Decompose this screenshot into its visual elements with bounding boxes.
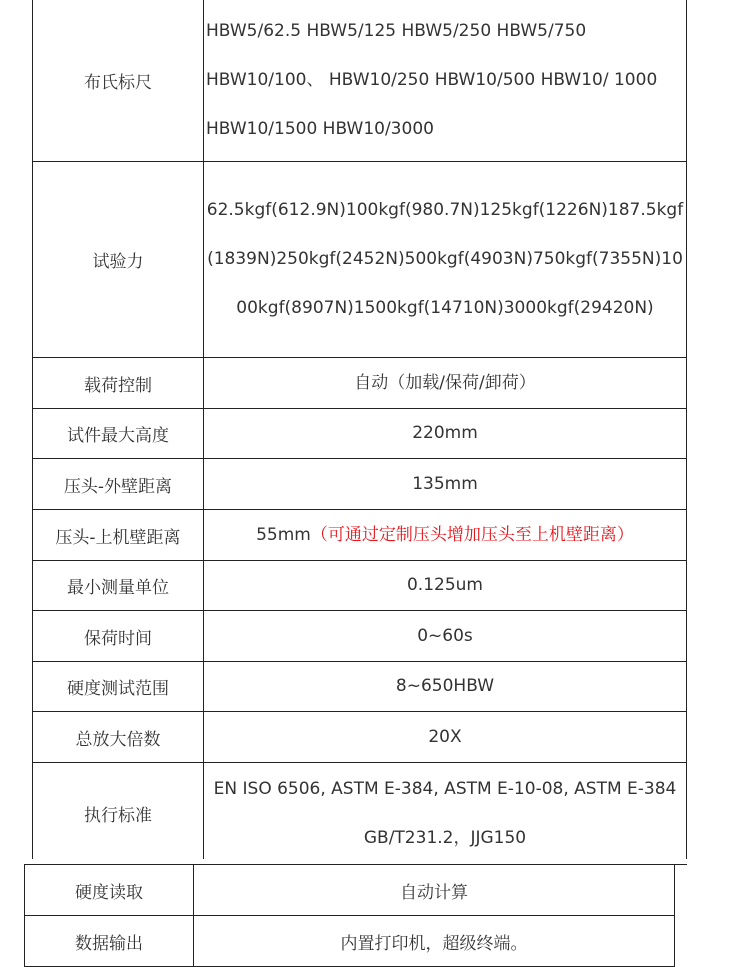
- row-label: 压头-外壁距离: [33, 459, 204, 510]
- row-value-cell: [204, 510, 687, 561]
- row-value: 自动（加载/保荷/卸荷）: [204, 358, 687, 409]
- row-label: 总放大倍数: [33, 712, 204, 763]
- table-row: [33, 510, 687, 561]
- row-label: 布氏标尺: [33, 0, 204, 162]
- row-value: 135mm: [204, 459, 687, 510]
- spec-table-2: [24, 864, 675, 967]
- row-value: 8~650HBW: [204, 662, 687, 712]
- spec-table: [32, 0, 687, 865]
- row-label: 载荷控制: [33, 358, 204, 409]
- row-label: 硬度测试范围: [33, 662, 204, 712]
- row-label: 执行标准: [33, 763, 204, 865]
- row-value: 0.125um: [204, 561, 687, 611]
- row-value: HBW5/62.5 HBW5/125 HBW5/250 HBW5/750 HBW10/100、 HBW10/250 HBW10/500 HBW10/ 1000 HBW10/1500 HBW10/3000: [204, 0, 687, 162]
- row-value: 220mm: [204, 409, 687, 459]
- row-value: 内置打印机，超级终端。: [194, 916, 675, 967]
- row-label: 试件最大高度: [33, 409, 204, 459]
- table-row: [33, 763, 687, 865]
- row-label: 数据输出: [25, 916, 194, 967]
- table-row: [33, 162, 687, 358]
- table-row: [33, 561, 687, 611]
- row-label: 硬度读取: [25, 865, 194, 916]
- table-row: [33, 0, 687, 162]
- row-value: 0~60s: [204, 611, 687, 662]
- table-row: [33, 662, 687, 712]
- row-label: 压头-上机壁距离: [33, 510, 204, 561]
- row-value: 自动计算: [194, 865, 675, 916]
- table-row: [33, 409, 687, 459]
- row-value: EN ISO 6506, ASTM E-384, ASTM E-10-08, ASTM E-384 GB/T231.2，JJG150: [204, 763, 687, 865]
- row-value: 62.5kgf(612.9N)100kgf(980.7N)125kgf(1226N)187.5kgf(1839N)250kgf(2452N)500kgf(4903N)750kgf(7355N)1000kgf(8907N)1500kgf(14710N)3000kgf(29420N): [204, 162, 687, 358]
- row-label: 试验力: [33, 162, 204, 358]
- row-value: 55mm: [256, 524, 311, 545]
- table-row: [33, 611, 687, 662]
- table-row: [33, 459, 687, 510]
- row-value: 20X: [204, 712, 687, 763]
- table-row: [33, 712, 687, 763]
- row-label: 最小测量单位: [33, 561, 204, 611]
- row-note: （可通过定制压头增加压头至上机壁距离）: [310, 524, 634, 545]
- table-row: [25, 916, 675, 967]
- row-label: 保荷时间: [33, 611, 204, 662]
- table-row: [33, 358, 687, 409]
- table-row: [25, 865, 675, 916]
